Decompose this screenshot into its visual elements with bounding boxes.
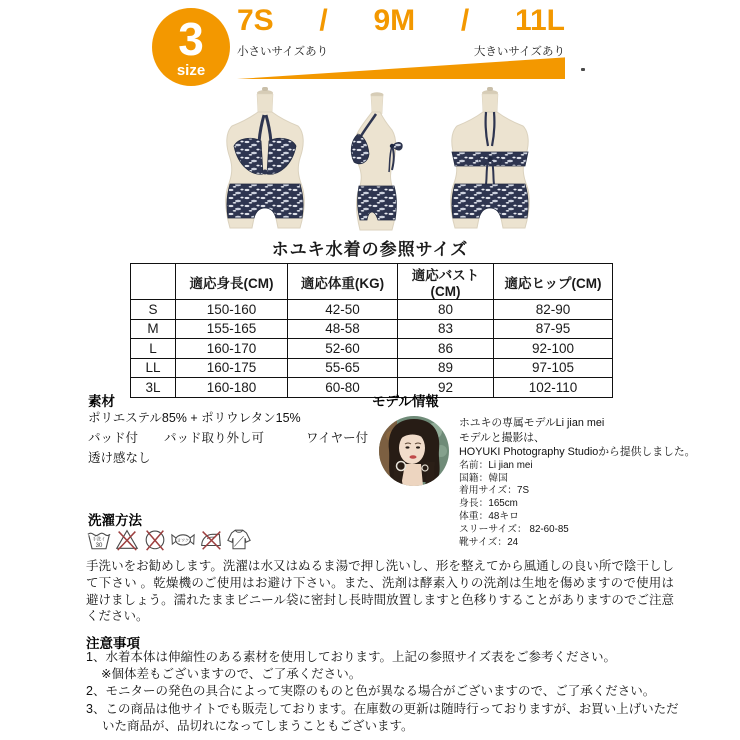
- small-size-note: 小さいサイズあり: [237, 46, 329, 58]
- size-option-11l: 11L: [514, 4, 565, 37]
- model-avatar: [379, 416, 449, 486]
- header-height: 適応身長(CM): [176, 264, 288, 300]
- svg-text:30: 30: [95, 542, 103, 549]
- model-weight: 体重：48キロ: [459, 510, 519, 522]
- hand-wash-30-icon: [86, 526, 112, 552]
- height-cell: 160-175: [176, 358, 288, 378]
- table-row: [131, 339, 613, 359]
- size-label: LL: [131, 358, 176, 378]
- washing-instructions: 手洗いをお勧めします。洗濯は水又はぬるま湯で押し洗いし、形を整えてから風通しの良い所で陰干しして下さい 。乾燥機のご使用はお避け下さい。また、洗剤は酵素入りの洗剤は生地を傷めますので使用は避けましょう。濡れたままビニール袋に密封し長時間放置しますと色移りすることがありますのでご注意ください。: [86, 559, 674, 624]
- mannequin-side: [351, 92, 402, 230]
- size-separator: /: [460, 4, 470, 37]
- care-icons-row: [86, 526, 252, 552]
- model-shoe-size: 靴サイズ：24: [459, 536, 519, 548]
- bust-cell: 89: [398, 358, 494, 378]
- height-cell: 150-160: [176, 300, 288, 320]
- size-label: L: [131, 339, 176, 359]
- weight-cell: 55-65: [288, 358, 398, 378]
- height-cell: 160-180: [176, 378, 288, 398]
- weight-cell: 52-60: [288, 339, 398, 359]
- feature-pad-removable: パッド取り外し可: [164, 431, 265, 445]
- wring-weak-icon: [170, 526, 196, 552]
- material-note: 透け感なし: [88, 451, 151, 465]
- header-hip: 適応ヒップ(CM): [494, 264, 613, 300]
- size-count-label: size: [176, 62, 206, 79]
- stray-mark: [581, 68, 585, 71]
- washing-heading: 洗濯方法: [88, 513, 142, 528]
- model-intro: [459, 416, 696, 460]
- no-iron-icon: [198, 526, 224, 552]
- header-blank: [131, 264, 176, 300]
- model-nationality: 国籍：韓国: [459, 472, 508, 484]
- feature-wire: ワイヤー付: [306, 431, 369, 445]
- model-height: 身長：165cm: [459, 498, 518, 510]
- model-info-heading: モデル情報: [372, 394, 439, 409]
- table-row: [131, 358, 613, 378]
- size-label: S: [131, 300, 176, 320]
- hip-cell: 82-90: [494, 300, 613, 320]
- bust-cell: 86: [398, 339, 494, 359]
- table-row: [131, 300, 613, 320]
- header-weight: 適応体重(KG): [288, 264, 398, 300]
- hip-cell: 87-95: [494, 319, 613, 339]
- size-label: M: [131, 319, 176, 339]
- hip-cell: 102-110: [494, 378, 613, 398]
- height-cell: 155-165: [176, 319, 288, 339]
- svg-text:ヨワク: ヨワク: [176, 537, 190, 543]
- size-count-badge: [152, 8, 230, 86]
- material-block: [88, 408, 368, 468]
- notes-heading: 注意事項: [86, 636, 140, 651]
- model-intro-line: ホユキの専属モデルLi jian mei: [459, 417, 605, 429]
- drip-dry-garment-icon: [226, 526, 252, 552]
- bust-cell: 92: [398, 378, 494, 398]
- mannequin-back: [451, 87, 529, 228]
- model-details: [459, 460, 691, 550]
- height-cell: 160-170: [176, 339, 288, 359]
- notes-list: [86, 649, 684, 735]
- size-range-wedge: [237, 56, 565, 79]
- no-bleach-icon: [114, 526, 140, 552]
- header-bust: 適応バスト(CM): [398, 264, 494, 300]
- note-item-1-sub: ※個体差もございますので、ご了承ください。: [101, 667, 362, 682]
- note-item-3: 3、この商品は他サイトでも販売しております。在庫数の更新は随時行っておりますが、お買い上げいただいた商品が、品切れになってしまうこともございます。: [86, 701, 679, 733]
- size-option-7s: 7S: [237, 4, 274, 37]
- size-option-9m: 9M: [373, 4, 416, 37]
- material-features: [88, 428, 368, 448]
- bust-cell: 83: [398, 319, 494, 339]
- size-options-row: [237, 4, 565, 38]
- svg-text:手洗イ: 手洗イ: [92, 536, 106, 542]
- size-reference-table: [130, 263, 613, 398]
- model-wearing-size: 着用サイズ：7S: [459, 485, 529, 497]
- hip-cell: 97-105: [494, 358, 613, 378]
- note-item-1: 1、水着本体は伸縮性のある素材を使用しております。上記の参照サイズ表をご参考ください。: [86, 650, 616, 664]
- feature-pad: パッド付: [88, 431, 139, 445]
- no-dry-clean-icon: [142, 526, 168, 552]
- size-table-title: ホユキ水着の参照サイズ: [271, 240, 469, 259]
- bust-cell: 80: [398, 300, 494, 320]
- large-size-note: 大きいサイズあり: [473, 46, 565, 58]
- hip-cell: 92-100: [494, 339, 613, 359]
- table-header-row: [131, 264, 613, 300]
- product-photo: [180, 84, 580, 234]
- weight-cell: 60-80: [288, 378, 398, 398]
- model-measurements: スリーサイズ： 82-60-85: [459, 523, 569, 535]
- table-row: [131, 319, 613, 339]
- note-item-2: 2、モニターの発色の具合によって実際のものと色が異なる場合がございますので、ご了承ください。: [86, 684, 656, 699]
- model-name: 名前：Li jian mei: [459, 459, 533, 471]
- model-info-text: [459, 416, 696, 549]
- model-intro-line: モデルと撮影は、: [459, 431, 545, 444]
- material-heading: 素材: [88, 394, 115, 409]
- size-count-number: 3: [178, 13, 204, 65]
- size-label: 3L: [131, 378, 176, 398]
- material-composition: ポリエステル85% + ポリウレタン15%: [88, 411, 301, 425]
- mannequin-front: [226, 87, 304, 228]
- size-separator: /: [319, 4, 328, 37]
- model-intro-line: HOYUKI Photography Studioから提供しました。: [459, 446, 696, 459]
- weight-cell: 48-58: [288, 319, 398, 339]
- weight-cell: 42-50: [288, 300, 398, 320]
